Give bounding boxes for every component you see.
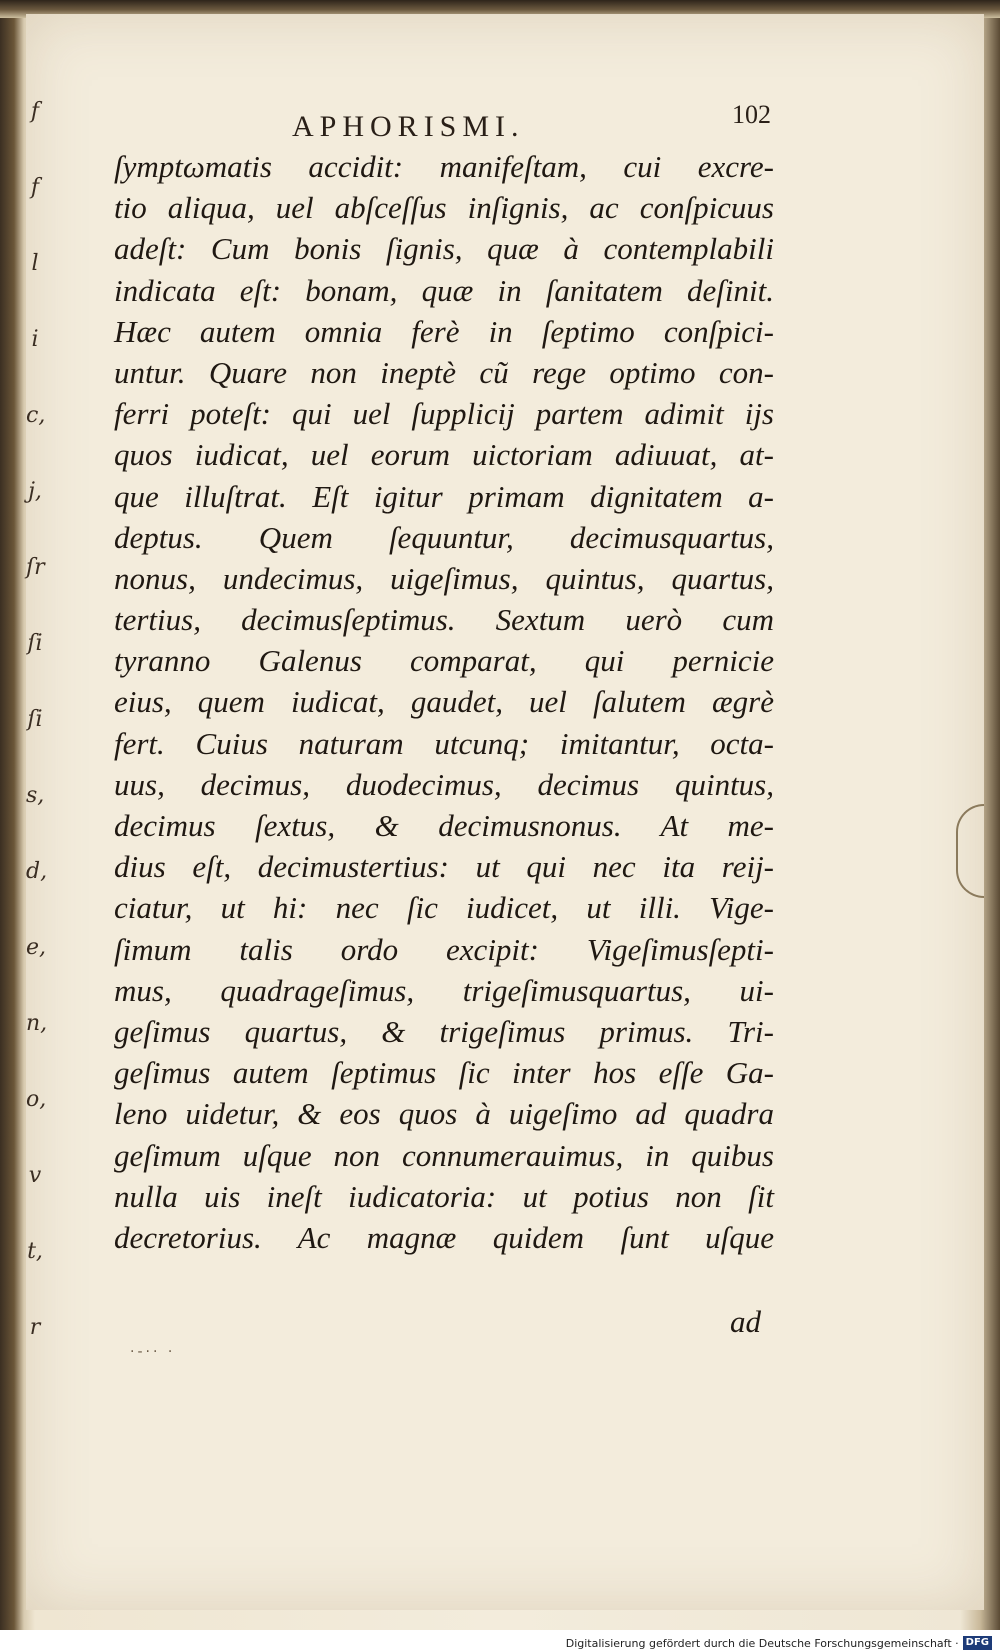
text-line: adeſt: Cum bonis ſignis, quæ à contemplabili [114, 231, 774, 267]
text-line: fert. Cuius naturam utcunq; imitantur, octa- [114, 725, 774, 761]
margin-fragment: ſi [27, 707, 43, 732]
text-line: ſimum talis ordo excipit: Vigeſimusſepti- [114, 931, 774, 967]
margin-fragment: l [31, 251, 39, 276]
text-line: decretorius. Ac magnæ quidem ſunt uſque [114, 1219, 774, 1255]
text-line: Hæc autem omnia ferè in ſeptimo conſpici- [114, 313, 774, 349]
text-line: mus, quadrageſimus, trigeſimusquartus, ui- [114, 972, 774, 1008]
margin-fragment: ſi [27, 631, 43, 656]
margin-fragment: e, [26, 935, 47, 960]
text-line: indicata eſt: bonam, quæ in ſanitatem deſinit. [114, 272, 774, 308]
text-line: tyranno Galenus comparat, qui pernicie [114, 643, 774, 679]
text-line: geſimus autem ſeptimus ſic inter hos eſſe Ga- [114, 1055, 774, 1091]
margin-fragments [26, 74, 48, 1614]
margin-fragment: i [31, 327, 39, 352]
dfg-logo-icon: DFG [963, 1636, 992, 1650]
margin-fragment: s, [26, 783, 45, 808]
page-number: 102 [732, 100, 771, 129]
text-line: nulla uis ineſt iudicatoria: ut potius non ſit [114, 1178, 774, 1214]
text-line: ciatur, ut hi: nec ſic iudicet, ut illi. Vige- [114, 890, 774, 926]
text-line: uus, decimus, duodecimus, decimus quintus, [114, 766, 774, 802]
text-line: tio aliqua, uel abſceſſus inſignis, ac conſpicuus [114, 190, 774, 226]
running-head: APHORISMI. [292, 110, 525, 143]
text-line: nonus, undecimus, uigeſimus, quintus, quartus, [114, 560, 774, 596]
margin-fragment: n, [26, 1011, 48, 1036]
text-line: ſymptωmatis accidit: manifeſtam, cui excre- [114, 149, 774, 184]
text-line: que illuſtrat. Eſt igitur primam dignitatem a- [114, 478, 774, 514]
margin-fragment: r [29, 1315, 41, 1340]
text-line: geſimum uſque non connumerauimus, in quibus [114, 1137, 774, 1173]
ink-speck: ·-·· · [130, 1344, 176, 1360]
margin-fragment: f [30, 175, 40, 200]
margin-fragment: f [30, 99, 40, 124]
margin-fragment: c, [26, 403, 46, 428]
margin-fragment: j, [28, 479, 42, 504]
catchword: ad [730, 1304, 761, 1339]
margin-fragment: ſr [26, 555, 45, 580]
text-line: ferri poteſt: qui uel ſupplicij partem adimit ijs [114, 396, 774, 432]
footer-credit [566, 1636, 992, 1650]
margin-fragment: v [28, 1163, 42, 1188]
text-block [114, 146, 774, 1258]
page-curl [956, 804, 984, 898]
text-line: tertius, decimusſeptimus. Sextum uerò cum [114, 602, 774, 638]
text-line: quos iudicat, uel eorum uictoriam adiuuat, at- [114, 437, 774, 473]
margin-fragment: d, [26, 859, 48, 884]
funding-credit-text: Digitalisierung gefördert durch die Deutsche Forschungsgemeinschaft · [565, 1636, 959, 1650]
text-line: dius eſt, decimustertius: ut qui nec ita reij- [114, 849, 774, 885]
text-line: eius, quem iudicat, gaudet, uel ſalutem ægrè [114, 684, 774, 720]
margin-fragment: o, [26, 1087, 47, 1112]
text-line: decimus ſextus, & decimusnonus. At me- [114, 808, 774, 843]
text-line: untur. Quare non ineptè cũ rege optimo con- [114, 354, 774, 390]
footer-bar [0, 1630, 1000, 1652]
book-page [26, 14, 984, 1610]
text-line: deptus. Quem ſequuntur, decimusquartus, [114, 519, 774, 555]
text-line: leno uidetur, & eos quos à uigeſimo ad quadra [114, 1096, 774, 1132]
margin-fragment: t, [27, 1239, 43, 1264]
text-line: geſimus quartus, & trigeſimus primus. Tri- [114, 1013, 774, 1049]
